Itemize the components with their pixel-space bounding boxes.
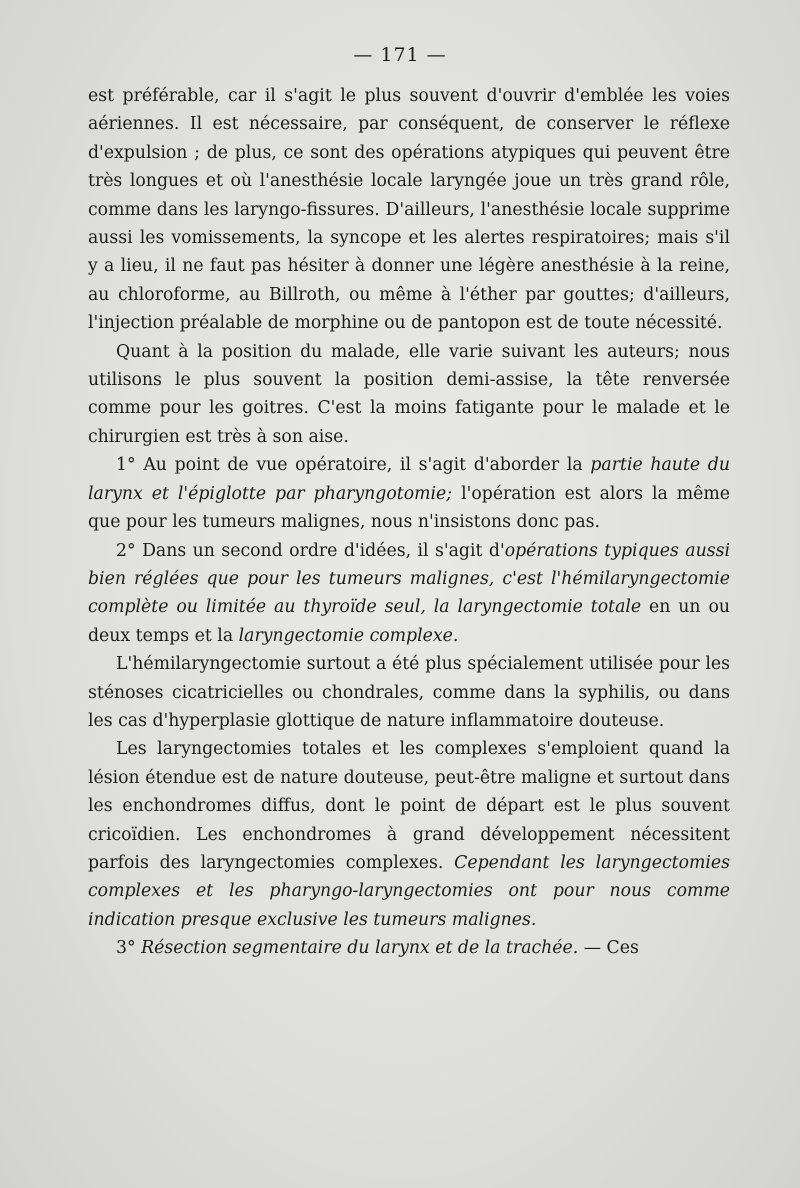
paragraph <box>88 934 730 962</box>
text-segment: est préférable, car il s'agit le plus souvent d'ouvrir d'emblée les voies aériennes. Il est nécessaire, par conséquent, de conserver le réflexe d'expulsion ; de plus, ce sont des opérations atypiques qui peuvent être très longues et où l'anesthésie locale laryngée joue un très grand rôle, comme dans les laryngo-fissures. D'ailleurs, l'anesthésie locale supprime aussi les vomissements, la syncope et les alertes respiratoires; mais s'il y a lieu, il ne faut pas hésiter à donner une légère anesthésie à la reine, au chloroforme, au Billroth, ou même à l'éther par gouttes; d'ailleurs, l'injection préalable de morphine ou de pantopon est de toute nécessité. <box>88 86 730 334</box>
paragraph <box>88 338 730 452</box>
paragraph <box>88 537 730 651</box>
paragraph <box>88 650 730 735</box>
paragraph <box>88 735 730 934</box>
paragraph <box>88 451 730 536</box>
body-text <box>88 82 730 963</box>
page-number: — 171 — <box>353 44 447 66</box>
italic-segment: opérations typiques aussi bien réglées que pour les tumeurs malignes, c'est l'hémilaryngectomie complète ou limitée au thyroïde seul, la laryngectomie totale <box>88 540 730 618</box>
text-segment: 2° Dans un second ordre d'idées, il s'agit d' <box>116 540 505 561</box>
text-segment: l'opération est alors la même que pour les tumeurs malignes, nous n'insistons donc pas. <box>88 483 731 533</box>
text-segment: 1° Au point de vue opératoire, il s'agit d'aborder la <box>116 455 591 476</box>
paragraph <box>88 82 730 338</box>
text-segment: L'hémilaryngectomie surtout a été plus spécialement utilisée pour les sténoses cicatricielles ou chondrales, comme dans la syphilis, ou dans les cas d'hyperplasie glottique de nature inflammatoire douteuse. <box>88 654 730 731</box>
text-segment: Les laryngectomies totales et les complexes s'emploient quand la lésion étendue est de nature douteuse, peut-être maligne et surtout dans les enchondromes diffus, dont le point de départ est le plus souvent cricoïdien. Les enchondromes à grand développement nécessitent parfois des laryngectomies complexes. <box>88 739 730 873</box>
italic-segment: Résection segmentaire du larynx et de la trachée. <box>141 938 579 959</box>
text-segment: Quant à la position du malade, elle varie suivant les auteurs; nous utilisons le plus souvent la position demi-assise, la tête renversée comme pour les goitres. C'est la moins fatigante pour le malade et le chirurgien est très à son aise. <box>88 341 730 447</box>
text-segment: en un ou deux temps et la <box>88 597 730 646</box>
text-segment: 3° <box>116 938 142 959</box>
italic-segment: laryngectomie complexe. <box>238 625 459 646</box>
italic-segment: partie haute du larynx et l'épiglotte par pharyngotomie; <box>88 455 730 504</box>
text-segment: — Ces <box>578 938 639 959</box>
italic-segment: Cependant les laryngectomies complexes et les pharyngo-laryngectomies ont pour nous comme indication presque exclusive les tumeurs malignes. <box>88 852 730 930</box>
